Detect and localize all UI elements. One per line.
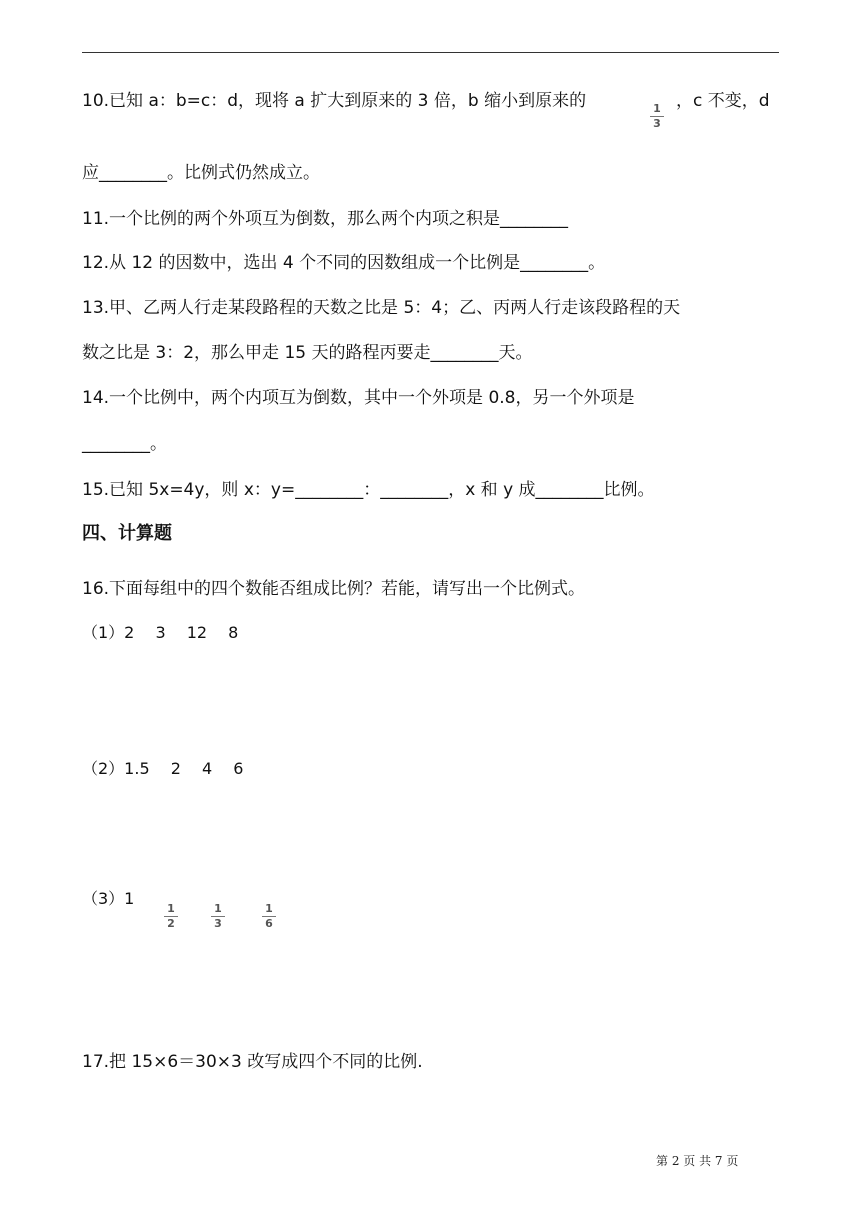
part-3-fraction-1 (164, 903, 178, 930)
fraction-numerator: 1 (214, 902, 222, 915)
question-16-part-2: （2）1.5 2 4 6 (82, 759, 244, 778)
question-14-line-2: ________。 (82, 434, 167, 454)
question-10-text-a: 10.已知 a：b=c：d，现将 a 扩大到原来的 3 倍，b 缩小到原来的 (82, 91, 587, 111)
question-12: 12.从 12 的因数中，选出 4 个不同的因数组成一个比例是________。 (82, 253, 606, 273)
part-3-fraction-2 (211, 903, 225, 930)
question-10-line-1 (82, 89, 586, 113)
header-rule (82, 52, 779, 53)
question-13-line-1: 13.甲、乙两人行走某段路程的天数之比是 5：4；乙、丙两人行走该段路程的天 (82, 298, 681, 318)
part-3-fraction-3 (262, 903, 276, 930)
fraction-denominator: 3 (214, 917, 222, 930)
question-10-fraction (650, 103, 664, 130)
question-11: 11.一个比例的两个外项互为倒数，那么两个内项之积是________ (82, 209, 569, 229)
question-17: 17.把 15×6＝30×3 改写成四个不同的比例. (82, 1052, 423, 1072)
fraction-denominator: 2 (167, 917, 175, 930)
page-number-footer: 第 2 页 共 7 页 (656, 1154, 739, 1168)
question-16-part-3-label: （3）1 (82, 889, 135, 908)
question-10-line-2: 应________。比例式仍然成立。 (82, 163, 320, 183)
question-16-stem: 16.下面每组中的四个数能否组成比例？若能，请写出一个比例式。 (82, 579, 586, 599)
question-10-text-b: ，c 不变，d (676, 91, 770, 111)
question-14-line-1: 14.一个比例中，两个内项互为倒数，其中一个外项是 0.8，另一个外项是 (82, 388, 635, 408)
question-13-line-2: 数之比是 3：2，那么甲走 15 天的路程丙要走________天。 (82, 343, 533, 363)
fraction-numerator: 1 (167, 902, 175, 915)
fraction-denominator: 6 (265, 917, 273, 930)
fraction-numerator: 1 (653, 102, 661, 115)
fraction-denominator: 3 (653, 117, 661, 130)
question-15: 15.已知 5x=4y，则 x：y=________：________，x 和 y 成________比例。 (82, 480, 655, 500)
section-heading-calculation: 四、计算题 (82, 523, 172, 544)
fraction-numerator: 1 (265, 902, 273, 915)
question-16-part-1: （1）2 3 12 8 (82, 623, 239, 642)
